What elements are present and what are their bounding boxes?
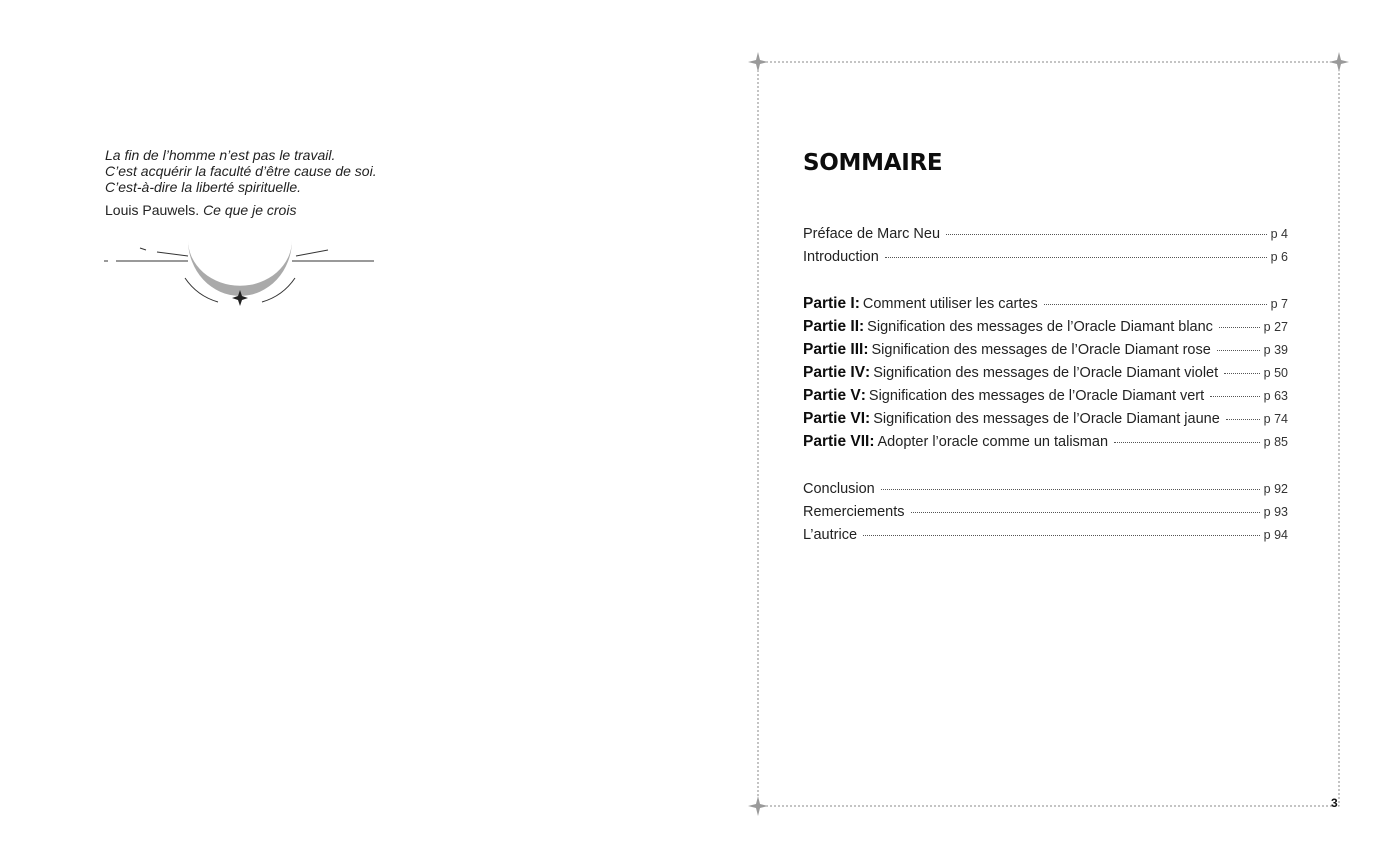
toc-entry-page: p 4 [1270, 227, 1288, 241]
toc-entry-text: Signification des messages de l’Oracle Diamant rose [871, 342, 1211, 358]
toc-entry-text: Signification des messages de l’Oracle Diamant jaune [873, 411, 1220, 427]
toc-entry-text: Signification des messages de l’Oracle Diamant blanc [867, 319, 1213, 335]
toc-entry-preface[interactable] [803, 226, 1288, 246]
toc-entry-text: Remerciements [803, 504, 905, 520]
dot-leader [1224, 372, 1260, 374]
toc-entry-page: p 39 [1263, 343, 1288, 357]
dot-leader [1210, 395, 1259, 397]
toc-entry-page: p 74 [1263, 412, 1288, 426]
quote-line: La fin de l’homme n’est pas le travail. [105, 147, 336, 163]
toc-entry-page: p 94 [1263, 528, 1288, 542]
dot-leader [863, 534, 1260, 536]
toc-entry-conclusion[interactable] [803, 481, 1288, 501]
toc-entry-partie-3[interactable] [803, 341, 1288, 361]
toc-entry-text: Introduction [803, 249, 879, 265]
quote-attribution [105, 202, 296, 218]
dot-leader [1217, 349, 1260, 351]
toc-entry-page: p 92 [1263, 482, 1288, 496]
toc-entry-text: Préface de Marc Neu [803, 226, 941, 242]
toc-part-separator: : [854, 295, 860, 312]
quote-author: Louis Pauwels. [105, 202, 200, 218]
toc-part-separator: : [869, 433, 875, 450]
dot-leader [1219, 326, 1260, 328]
toc-entry-text: Signification des messages de l’Oracle Diamant violet [873, 365, 1219, 381]
dot-leader [1114, 441, 1260, 443]
toc-entry-autrice[interactable] [803, 527, 1288, 547]
toc-entry-text: Comment utiliser les cartes [862, 296, 1038, 312]
quote-line: C’est acquérir la faculté d’être cause de soi. [105, 163, 377, 179]
toc-entry-partie-7[interactable] [803, 433, 1288, 453]
toc-entry-page: p 50 [1263, 366, 1288, 380]
toc-entry-text: Conclusion [803, 481, 875, 497]
toc-part-label: Partie V [803, 387, 861, 404]
page-number: 3 [1331, 796, 1338, 810]
dot-leader [911, 511, 1260, 513]
toc-part-label: Partie III [803, 341, 864, 358]
toc-entry-introduction[interactable] [803, 249, 1288, 269]
dot-leader [1226, 418, 1260, 420]
toc-entry-page: p 27 [1263, 320, 1288, 334]
toc-entry-page: p 6 [1270, 250, 1288, 264]
toc-entry-partie-4[interactable] [803, 364, 1288, 384]
toc-entry-partie-2[interactable] [803, 318, 1288, 338]
dot-leader [881, 488, 1260, 490]
toc-part-separator: : [859, 318, 865, 335]
toc-entry-text: Adopter l’oracle comme un talisman [877, 434, 1109, 450]
dot-leader [1044, 303, 1267, 305]
dot-leader [946, 233, 1267, 235]
toc-entry-partie-6[interactable] [803, 410, 1288, 430]
toc-entry-remerciements[interactable] [803, 504, 1288, 524]
toc-part-separator: : [865, 410, 871, 427]
toc-part-separator: : [863, 341, 869, 358]
toc-entry-partie-5[interactable] [803, 387, 1288, 407]
contents-title: SOMMAIRE [803, 150, 943, 176]
crescent-moon-ornament-icon [100, 232, 380, 310]
toc-entry-partie-1[interactable] [803, 295, 1288, 315]
epigraph-quote [105, 147, 425, 195]
toc-part-label: Partie II [803, 318, 859, 335]
toc-entry-page: p 7 [1270, 297, 1288, 311]
toc-entry-page: p 85 [1263, 435, 1288, 449]
quote-work: Ce que je crois [203, 202, 297, 218]
toc-part-label: Partie IV [803, 364, 866, 381]
toc-entry-page: p 93 [1263, 505, 1288, 519]
toc-part-label: Partie VII [803, 433, 870, 450]
toc-part-separator: : [860, 387, 866, 404]
dot-leader [885, 256, 1267, 258]
toc-part-separator: : [865, 364, 871, 381]
quote-line: C’est-à-dire la liberté spirituelle. [105, 179, 302, 195]
toc-part-label: Partie I [803, 295, 855, 312]
toc-entry-text: Signification des messages de l’Oracle Diamant vert [868, 388, 1205, 404]
toc-entry-page: p 63 [1263, 389, 1288, 403]
toc-entry-text: L’autrice [803, 527, 858, 543]
toc-part-label: Partie VI [803, 410, 866, 427]
